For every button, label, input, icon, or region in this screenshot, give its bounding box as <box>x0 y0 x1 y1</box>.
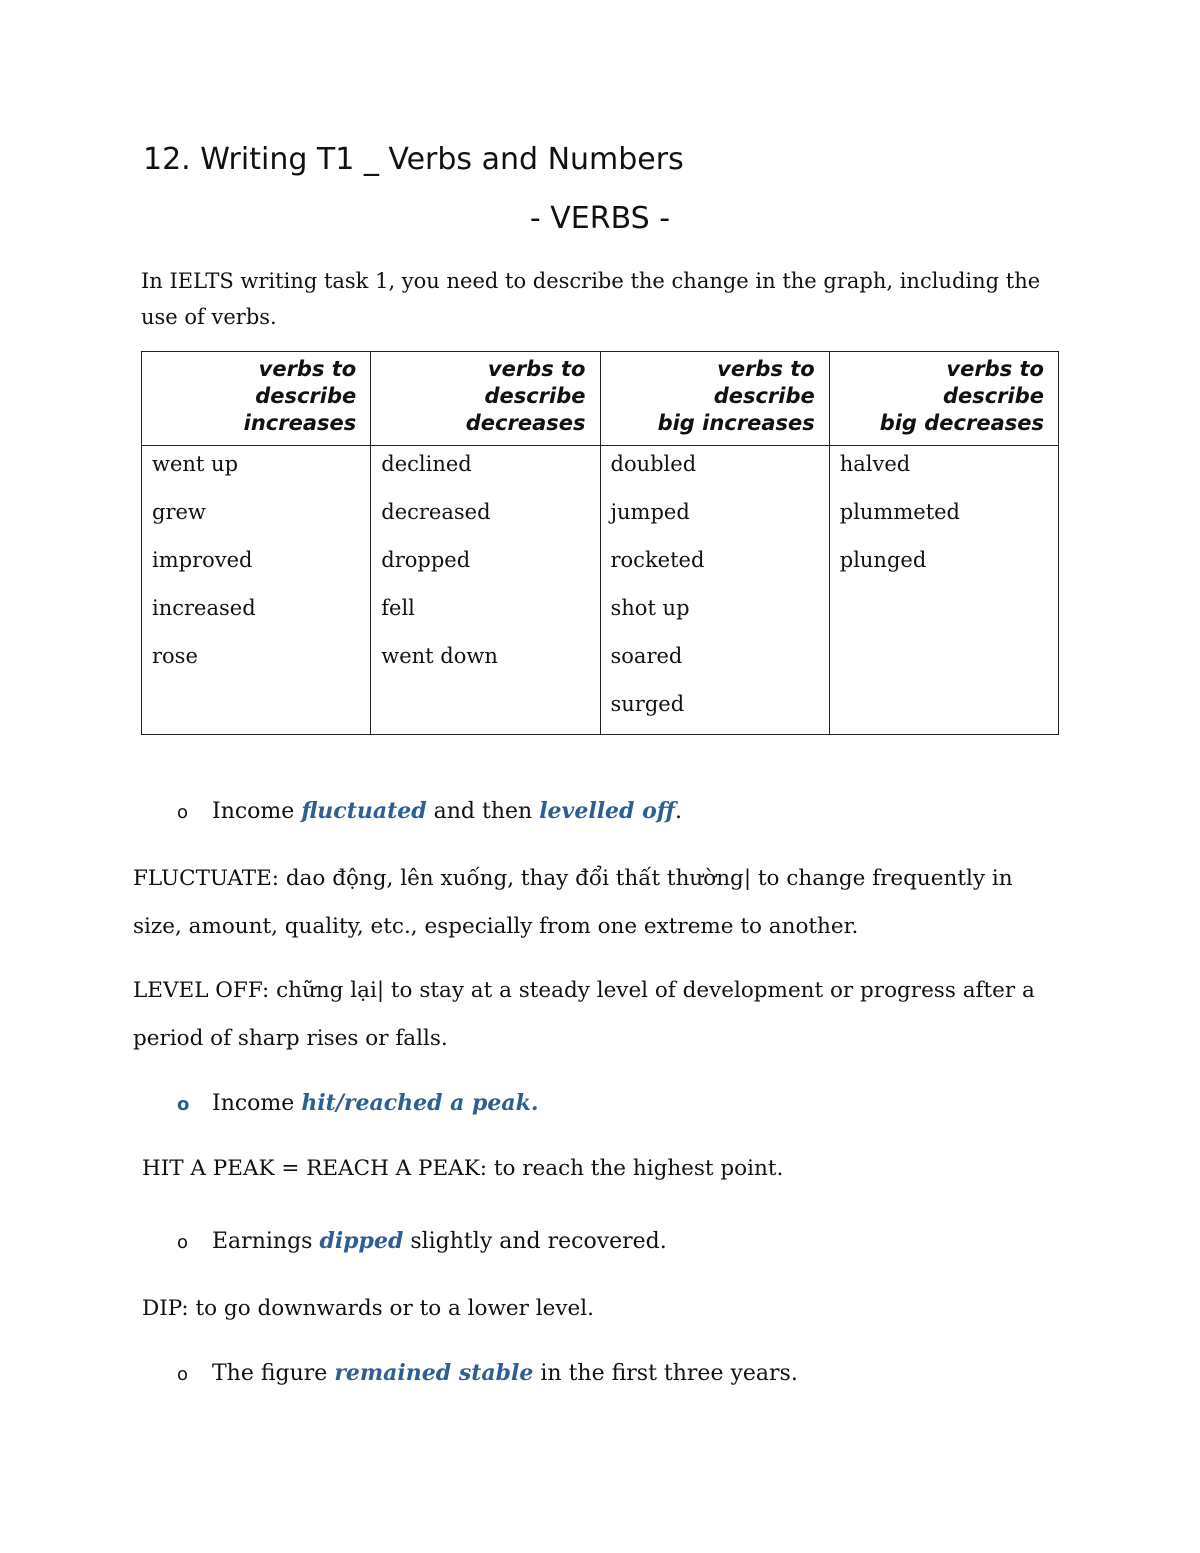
verb-item: jumped <box>610 500 690 524</box>
verb-item: increased <box>152 596 256 620</box>
page-title: 12. Writing T1 _ Verbs and Numbers <box>143 142 684 177</box>
cell-big-decreases <box>829 446 1058 735</box>
intro-paragraph: In IELTS writing task 1, you need to describe the change in the graph, including the use of verbs. <box>141 269 1041 329</box>
header-line: verbs to <box>487 357 586 381</box>
cell-increases <box>142 446 371 735</box>
example-text: Income <box>212 1091 302 1116</box>
verb-item: doubled <box>610 452 697 476</box>
verb-item: rocketed <box>610 548 705 572</box>
cell-decreases <box>371 446 600 735</box>
verb-item: decreased <box>381 500 491 524</box>
example-text: . <box>674 799 682 824</box>
header-increases <box>142 352 371 446</box>
header-line: describe <box>255 384 357 408</box>
header-line: decreases <box>465 411 586 435</box>
verb-item: improved <box>152 548 253 572</box>
header-line: describe <box>484 384 586 408</box>
example-text: Income <box>212 799 302 824</box>
example-text: slightly and recovered. <box>403 1229 667 1254</box>
header-line: increases <box>243 411 357 435</box>
header-line: describe <box>713 384 815 408</box>
definition-level-off: LEVEL OFF: chững lại| to stay at a steady level of development or progress after a period of sharp rises or falls. <box>133 978 1035 1051</box>
definition-dip: DIP: to go downwards or to a lower level. <box>142 1296 594 1321</box>
verb-item: rose <box>152 644 198 668</box>
highlight-verb: remained stable <box>334 1360 534 1386</box>
verb-item: plunged <box>839 548 927 572</box>
header-big-decreases <box>829 352 1058 446</box>
definition-fluctuate: FLUCTUATE: dao động, lên xuống, thay đổi thất thường| to change frequently in size, amount, quality, etc., especially from one extreme to another. <box>133 866 1013 939</box>
example-peak <box>177 1085 539 1123</box>
highlight-verb: hit/reached a peak. <box>301 1090 539 1116</box>
bullet-icon: o <box>177 802 189 823</box>
example-stable <box>177 1355 798 1393</box>
definition-peak: HIT A PEAK = REACH A PEAK: to reach the highest point. <box>142 1156 784 1181</box>
verb-item: surged <box>610 692 685 716</box>
example-text: The figure <box>212 1361 335 1386</box>
table-row <box>142 446 1059 735</box>
example-dip <box>177 1223 667 1261</box>
verbs-table <box>141 351 1059 735</box>
bullet-icon: o <box>177 1232 189 1253</box>
highlight-verb: dipped <box>319 1228 404 1254</box>
verb-item: fell <box>381 596 415 620</box>
verb-item: soared <box>610 644 683 668</box>
header-line: verbs to <box>717 357 815 381</box>
header-line: describe <box>942 384 1044 408</box>
verb-item: dropped <box>381 548 471 572</box>
verb-item: plummeted <box>839 500 960 524</box>
header-line: big increases <box>657 411 815 435</box>
verb-item: grew <box>152 500 206 524</box>
example-fluctuate <box>177 793 682 831</box>
header-big-increases <box>600 352 829 446</box>
table-header-row <box>142 352 1059 446</box>
header-decreases <box>371 352 600 446</box>
header-line: big decreases <box>879 411 1044 435</box>
highlight-verb: levelled off <box>539 798 675 824</box>
verb-item: declined <box>381 452 472 476</box>
bullet-icon: o <box>177 1094 190 1115</box>
example-text: Earnings <box>212 1229 320 1254</box>
verb-item: went up <box>152 452 239 476</box>
highlight-verb: fluctuated <box>301 798 427 824</box>
bullet-icon: o <box>177 1364 189 1385</box>
verb-item: went down <box>381 644 498 668</box>
example-text: in the first three years. <box>533 1361 798 1386</box>
header-line: verbs to <box>258 357 357 381</box>
section-heading-verbs: - VERBS - <box>529 201 671 236</box>
verb-item: shot up <box>610 596 690 620</box>
example-text: and then <box>426 799 540 824</box>
header-line: verbs to <box>946 357 1044 381</box>
verb-item: halved <box>839 452 911 476</box>
cell-big-increases <box>600 446 829 735</box>
